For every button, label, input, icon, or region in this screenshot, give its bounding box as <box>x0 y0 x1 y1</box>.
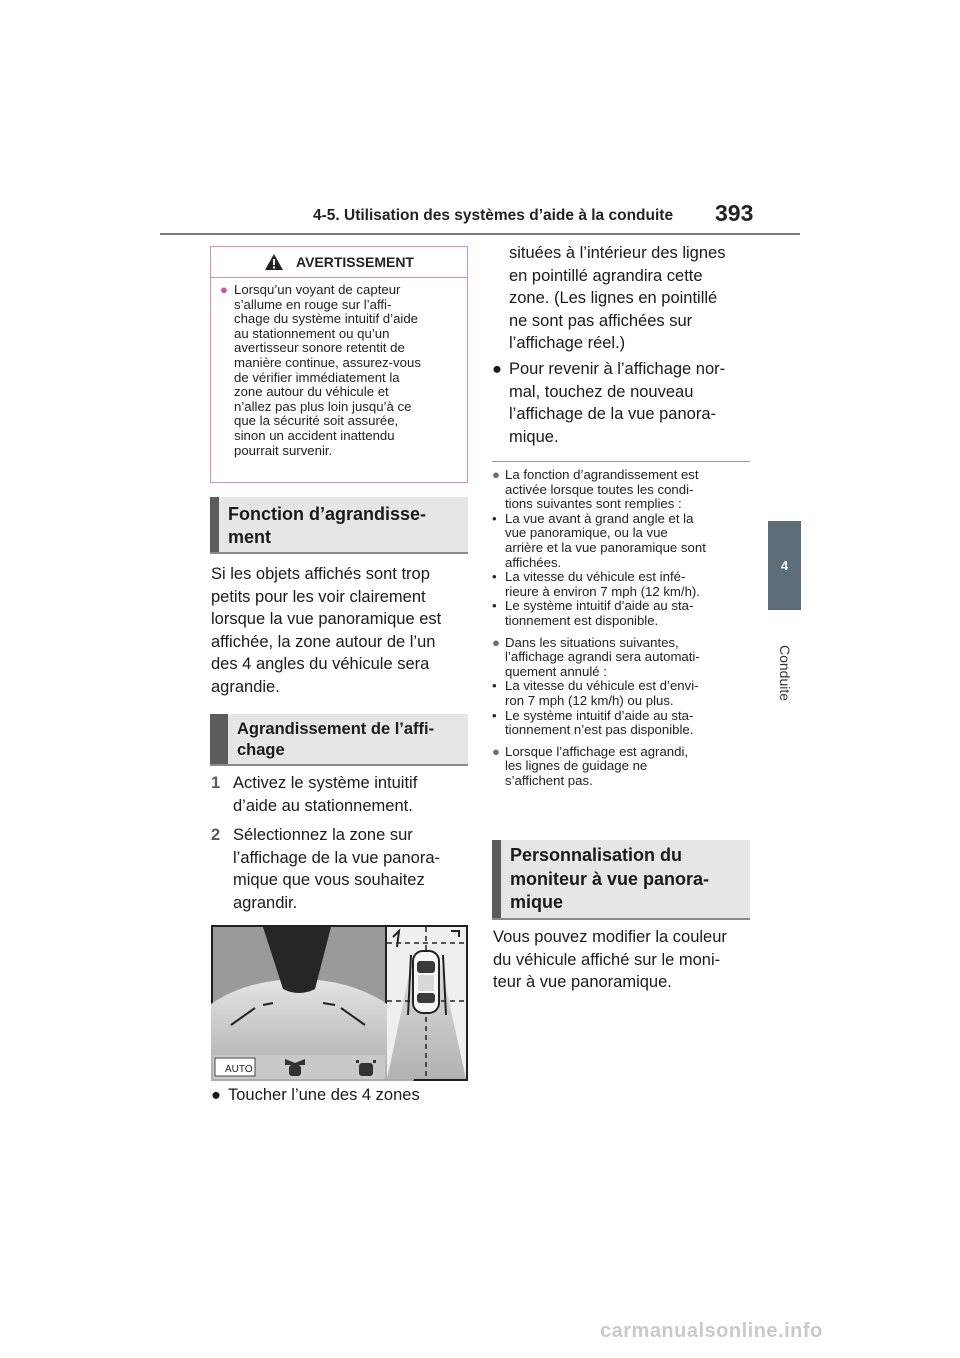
note-subitem: • Le système intuitif d’aide au sta- tionnement n’est pas disponible. <box>492 707 694 738</box>
warning-line: sinon un accident inattendu <box>234 427 395 443</box>
note-subitem: • La vitesse du véhicule est infé- rieure à environ 7 mph (12 km/h). <box>492 569 700 599</box>
warning-line: n’allez pas plus loin jusqu’à ce <box>234 398 412 414</box>
warning-line: avertisseur sonore retentit de <box>234 340 405 356</box>
warning-line: manière continue, assurez-vous <box>234 354 421 370</box>
auto-button-label: AUTO <box>225 1064 253 1075</box>
customization-paragraph: Vous pouvez modifier la couleur du véhicule affiché sur le moni- teur à vue panoramique. <box>493 928 727 991</box>
monitor-screen <box>211 925 468 1081</box>
vehicle-topview-icon <box>413 951 439 1013</box>
panoramic-monitor-illustration <box>211 925 468 1081</box>
warning-box <box>210 246 468 483</box>
section-title-line: Personnalisation du <box>510 845 683 865</box>
warning-line: au stationnement ou qu’un <box>234 325 390 341</box>
subsection-title-line: chage <box>237 741 285 759</box>
warning-header <box>211 247 467 278</box>
bullet-return-normal: ● Pour revenir à l’affichage nor- mal, touchez de nouveau l’affichage de la vue panora- mique. <box>492 360 726 446</box>
warning-line: s’allume en rouge sur l’affi- <box>234 296 392 312</box>
note-dot-icon: ● <box>492 634 500 650</box>
note-item: ● Lorsque l’affichage est agrandi, les lignes de guidage ne s’affichent pas. <box>492 743 689 788</box>
running-header: 4-5. Utilisation des systèmes d’aide à la conduite <box>313 207 674 224</box>
section-header-magnification <box>210 497 468 554</box>
section-title-line: Fonction d’agrandisse- <box>228 504 427 524</box>
bullet-dot-icon: ● <box>220 282 228 297</box>
chapter-tab-label: Conduite <box>776 644 793 702</box>
bullet-dot-icon: ● <box>211 1086 221 1104</box>
warning-title: AVERTISSEMENT <box>296 254 414 270</box>
section-title-line: mique <box>510 892 564 912</box>
warning-line: Lorsqu’un voyant de capteur <box>234 282 401 297</box>
warning-line: chage du système intuitif d’aide <box>234 311 419 327</box>
note-item: ● La fonction d’agrandissement est activée lorsque toutes les condi- tions suivantes sont remplies : <box>492 467 699 512</box>
header-rule <box>160 233 800 235</box>
page-number: 393 <box>715 200 754 226</box>
note-subitem: • Le système intuitif d’aide au sta- tionnement est disponible. <box>492 598 694 628</box>
note-dot-icon: ● <box>492 743 500 759</box>
chapter-tab[interactable]: 4 <box>768 521 801 610</box>
bullet-touch-zones-continued: situées à l’intérieur des lignes en pointillé agrandira cette zone. (Les lignes en pointillé ne sont pas affichées sur l’affichage réel.) <box>509 244 726 352</box>
note-item: ● Dans les situations suivantes, l’affichage agrandi sera automati- quement annulé : <box>492 634 700 679</box>
note-subitem: • La vue avant à grand angle et la vue panoramique, ou la vue arrière et la vue panoramique sont affichées. <box>492 510 706 570</box>
notes-block <box>492 468 754 788</box>
step-2: 2 Sélectionnez la zone sur l’affichage de la vue panora- mique que vous souhaitez agrandir. <box>211 826 441 912</box>
warning-text <box>220 283 464 458</box>
watermark-text: carmanualsonline.info <box>600 1320 823 1342</box>
intro-paragraph: Si les objets affichés sont trop petits pour les voir clairement lorsque la vue panoramique est affichée, la zone autour de l’un des 4 angles du véhicule sera agrandie. <box>211 565 442 696</box>
subsection-header-enlarge-display <box>210 714 468 766</box>
step-1: 1 Activez le système intuitif d’aide au stationnement. <box>211 774 418 815</box>
section-title-line: moniteur à vue panora- <box>510 868 710 889</box>
subsection-title-line: Agrandissement de l’affi- <box>237 720 435 738</box>
warning-line: de vérifier immédiatement la <box>234 369 400 385</box>
warning-line: zone autour du véhicule et <box>234 384 389 400</box>
step-number: 1 <box>211 774 221 792</box>
section-header-customization <box>492 840 750 920</box>
warning-triangle-icon <box>264 253 284 271</box>
warning-line: que la sécurité soit assurée, <box>234 413 399 429</box>
warning-line: pourrait survenir. <box>234 442 333 458</box>
section-title-line: ment <box>228 527 272 547</box>
note-dot-icon: ● <box>492 467 500 482</box>
note-subitem: • La vitesse du véhicule est d’envi- ron 7 mph (12 km/h) ou plus. <box>492 678 699 708</box>
bullet-dot-icon: ● <box>492 360 502 378</box>
notes-divider <box>492 461 750 462</box>
step-number: 2 <box>211 826 221 844</box>
bullet-touch-zones: ● Toucher l’une des 4 zones <box>211 1084 473 1107</box>
